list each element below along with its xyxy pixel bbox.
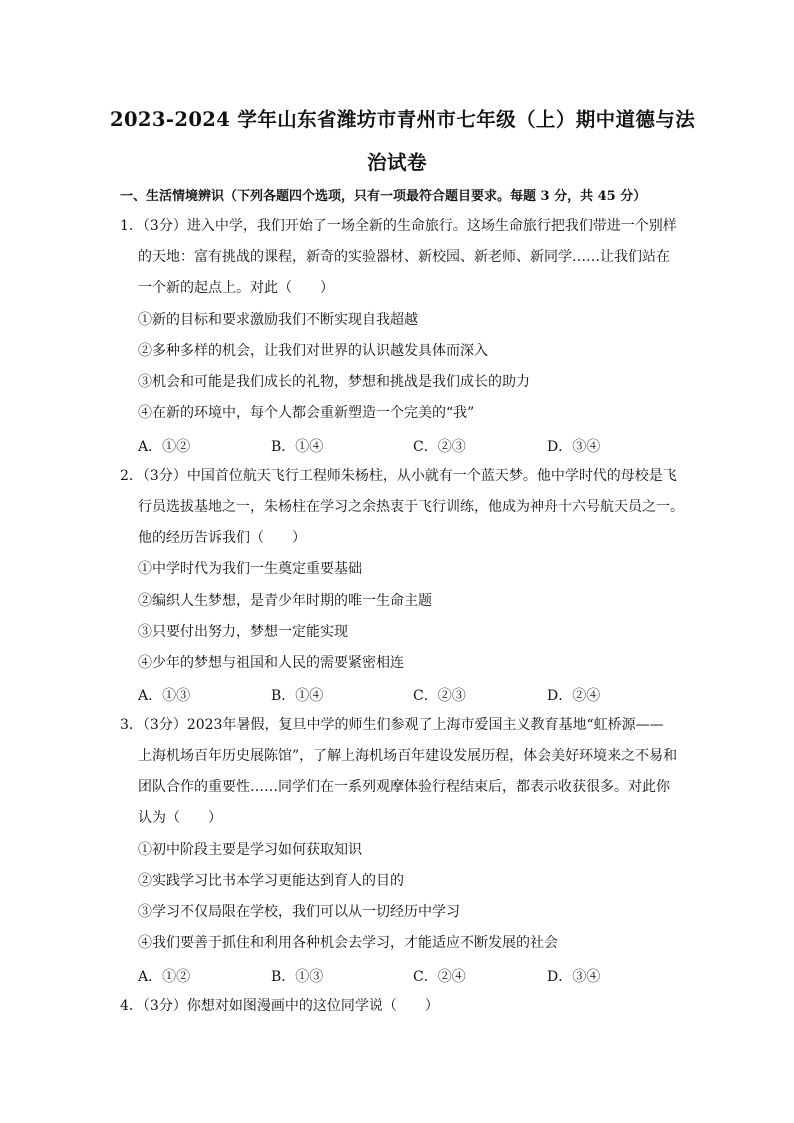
question-3-choice-a[interactable]: A．①② <box>138 969 191 985</box>
question-1-choice-b[interactable]: B．①④ <box>271 439 324 455</box>
question-2-option-1: ①中学时代为我们一生奠定重要基础 <box>138 561 362 577</box>
question-3-choice-c[interactable]: C．②④ <box>413 969 466 985</box>
question-3-option-3: ③学习不仅局限在学校，我们可以从一切经历中学习 <box>138 904 460 920</box>
question-2-stem-line-2: 行员选拔基地之一，朱杨柱在学习之余热衷于飞行训练，他成为神舟十六号航天员之一。 <box>138 499 684 515</box>
question-3-option-4: ④我们要善于抓住和利用各种机会去学习，才能适应不断发展的社会 <box>138 935 558 951</box>
question-2-choice-c[interactable]: C．②③ <box>413 688 466 704</box>
question-3-choice-d[interactable]: D．③④ <box>547 969 601 985</box>
question-3-choices <box>138 966 658 984</box>
question-2-stem-line-3: 他的经历告诉我们（ ） <box>138 530 306 546</box>
question-2-choice-d[interactable]: D．②④ <box>547 688 601 704</box>
question-2-option-4: ④少年的梦想与祖国和人民的需要紧密相连 <box>138 655 404 671</box>
question-1-choices <box>138 436 658 454</box>
question-1-choice-d[interactable]: D．③④ <box>547 439 601 455</box>
question-1-option-4: ④在新的环境中，每个人都会重新塑造一个完美的“我” <box>138 405 475 421</box>
question-3-stem-line-4: 认为（ ） <box>138 810 222 826</box>
question-3-option-1: ①初中阶段主要是学习如何获取知识 <box>138 842 362 858</box>
question-2-option-3: ③只要付出努力，梦想一定能实现 <box>138 624 348 640</box>
question-2-choices <box>138 685 658 703</box>
question-3-stem-line-3: 团队合作的重要性……同学们在一系列观摩体验行程结束后，都表示收获很多。对此你 <box>138 779 670 795</box>
question-1-stem-line-3: 一个新的起点上。对此（ ） <box>138 280 334 296</box>
question-1-stem-line-1: 1．（3分）进入中学，我们开始了一场全新的生命旅行。这场生命旅行把我们带进一个别样 <box>120 218 677 234</box>
question-1-choice-a[interactable]: A．①② <box>138 439 191 455</box>
question-1-option-1: ①新的目标和要求激励我们不断实现自我超越 <box>138 312 418 328</box>
question-3-choice-b[interactable]: B．①③ <box>271 969 324 985</box>
question-3-stem-line-1: 3．（3分）2023年暑假，复旦中学的师生们参观了上海市爱国主义教育基地“虹桥源—— <box>120 717 664 733</box>
section-heading: 一、生活情境辨识（下列各题四个选项，只有一项最符合题目要求。每题 3 分，共 45 分） <box>120 189 647 204</box>
question-1-option-2: ②多种多样的机会，让我们对世界的认识越发具体而深入 <box>138 343 488 359</box>
question-2-option-2: ②编织人生梦想，是青少年时期的唯一生命主题 <box>138 593 432 609</box>
question-1-stem-line-2: 的天地：富有挑战的课程，新奇的实验器材、新校园、新老师、新同学……让我们站在 <box>138 249 670 265</box>
exam-title-line-2: 治试卷 <box>367 151 427 174</box>
question-1-choice-c[interactable]: C．②③ <box>413 439 466 455</box>
question-2-choice-b[interactable]: B．①④ <box>271 688 324 704</box>
question-3-stem-line-2: 上海机场百年历史展陈馆”，了解上海机场百年建设发展历程，体会美好环境来之不易和 <box>138 748 678 764</box>
question-1-option-3: ③机会和可能是我们成长的礼物，梦想和挑战是我们成长的助力 <box>138 374 530 390</box>
question-2-choice-a[interactable]: A．①③ <box>138 688 191 704</box>
exam-title-line-1: 2023-2024 学年山东省潍坊市青州市七年级（上）期中道德与法 <box>110 108 696 131</box>
question-4-stem-line-1: 4．（3分）你想对如图漫画中的这位同学说（ ） <box>120 998 439 1014</box>
question-2-stem-line-1: 2．（3分）中国首位航天飞行工程师朱杨柱，从小就有一个蓝天梦。他中学时代的母校是飞 <box>120 468 677 484</box>
question-3-option-2: ②实践学习比书本学习更能达到育人的目的 <box>138 873 404 889</box>
